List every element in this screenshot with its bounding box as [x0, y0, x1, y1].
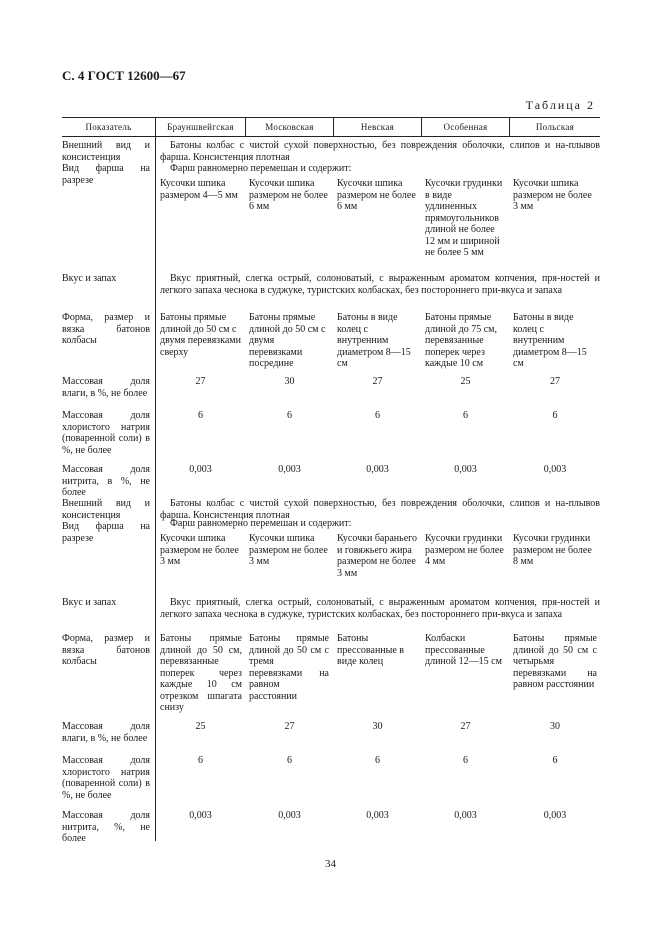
table-cell: Батоны прямые длиной до 50 см, перевязанные поперек через каждые 10 см отрезком шпагата снизу	[160, 633, 242, 713]
table-cell: 30	[372, 721, 383, 732]
table-cell: Батоны прямые длиной до 50 см с двумя перевязками посредине	[249, 312, 326, 369]
table-cell: 27	[372, 376, 383, 387]
table-cell: Кусочки шпика размером 4—5 мм	[160, 178, 238, 201]
table-cell: 0,003	[454, 464, 477, 475]
table-cell: Кусочки шпика размером не более 6 мм	[249, 178, 328, 212]
table-cell: 27	[550, 376, 560, 387]
table-cell: 25	[195, 721, 206, 732]
table-cell: Кусочки грудинки размером не более 8 мм	[513, 533, 592, 567]
column-header-polskaya: Польская	[535, 122, 575, 132]
table-cell: 27	[460, 721, 471, 732]
table-cell: Батоны прямые длиной до 50 см с четырьмя перевязками на равном расстоянии	[513, 633, 597, 690]
table-cell: 6	[552, 755, 558, 766]
table-cell: 25	[460, 376, 471, 387]
table-cell: 27	[195, 376, 206, 387]
row-span-taste-2: Вкус приятный, слегка острый, солоноватый, с выраженным ароматом копчения, пря-ностей и легкого запаха чеснока в суджуке, туристских колбасках, без постороннего при-вкуса и запаха	[160, 597, 600, 620]
table-cell: Кусочки грудинки размером не более 4 мм	[425, 533, 504, 567]
table-cell: Кусочки бараньего и говяжьего жира размером не более 3 мм	[337, 533, 418, 579]
row-span-cut-view-2: Фарш равномерно перемешан и содержит:	[170, 518, 352, 529]
table-cell: 0,003	[366, 464, 389, 475]
row-label-salt: Массовая доля хлористого натрия (поваренной соли) в %, не более	[62, 410, 150, 456]
table-cell: 6	[375, 755, 380, 766]
page-number: 34	[325, 858, 336, 870]
table-cell: 6	[198, 755, 203, 766]
table-cell: 0,003	[454, 810, 477, 821]
table-cell: Батоны прямые длиной до 50 см с тремя перевязками на равном расстоянии	[249, 633, 329, 702]
row-label-cut-view: Вид фарша на разрезе	[62, 163, 150, 186]
table-cell: 30	[550, 721, 560, 732]
row-label-taste-2: Вкус и запах	[62, 597, 117, 608]
table-cell: 0,003	[278, 810, 301, 821]
table-cell: 6	[552, 410, 558, 421]
column-header-osobennaya: Особенная	[443, 122, 488, 132]
table-cell: 0,003	[278, 464, 301, 475]
column-header-braunschweig: Брауншвейгская	[167, 122, 234, 132]
row-span-cut-view: Фарш равномерно перемешан и содержит:	[170, 163, 352, 174]
table-cell: Кусочки шпика размером не более 3 мм	[513, 178, 592, 212]
table-cell: Кусочки грудинки в виде удлиненных прямоугольников длиной не более 12 мм и шириной не более 5 мм	[425, 178, 503, 258]
table-cell: Кусочки шпика размером не более 3 мм	[160, 533, 239, 567]
table-cell: 27	[284, 721, 295, 732]
row-span-appearance-2: Батоны колбас с чистой сухой поверхностью, без повреждения оболочки, слипов и на-плывов фарша. Консистенция плотная	[160, 498, 600, 521]
table-cell: 0,003	[189, 810, 212, 821]
table-cell: 30	[284, 376, 295, 387]
table-cell: 0,003	[366, 810, 389, 821]
table-header-border	[62, 136, 600, 137]
table-cell: Батоны прямые длиной до 50 см с двумя перевязками сверху	[160, 312, 241, 358]
column-header-nevskaya: Невская	[360, 122, 395, 132]
row-label-appearance-2: Внешний вид и консистенция	[62, 498, 150, 521]
page-header: С. 4 ГОСТ 12600—67	[62, 68, 186, 83]
table-cell: Батоны прессованные в виде колец	[337, 633, 405, 667]
table-cell: 6	[463, 410, 468, 421]
row-label-moisture-2: Массовая доля влаги, в %, не более	[62, 721, 150, 744]
column-header-moskovskaya: Московская	[265, 122, 314, 132]
table-cell: Колбаски прессованные длиной 12—15 см	[425, 633, 502, 667]
table-cell: 6	[287, 410, 292, 421]
row-label-shape: Форма, размер и вязка батонов колбасы	[62, 312, 150, 346]
table-cell: 6	[463, 755, 468, 766]
row-label-nitrite: Массовая доля нитрита, в %, не более	[62, 464, 150, 498]
table-cell: 0,003	[543, 464, 567, 475]
table-divider-1	[155, 117, 156, 841]
table-cell: 6	[287, 755, 292, 766]
row-span-appearance: Батоны колбас с чистой сухой поверхностью, без повреждения оболочки, слипов и на-плывов фарша. Консистенция плотная	[160, 140, 600, 163]
row-label-shape-2: Форма, размер и вязка батонов колбасы	[62, 633, 150, 667]
table-cell: 6	[375, 410, 380, 421]
table-caption: Таблица 2	[525, 98, 595, 112]
table-cell: Батоны в виде колец с внутренним диаметром 8—15 см	[337, 312, 411, 369]
table-cell: Батоны прямые длиной до 75 см, перевязанные поперек через каждые 10 см	[425, 312, 497, 369]
row-label-moisture: Массовая доля влаги, в %, не более	[62, 376, 150, 399]
table-cell: Батоны в виде колец с внутренним диаметром 8—15 см	[513, 312, 587, 369]
table-cell: 0,003	[189, 464, 212, 475]
table-cell: 6	[198, 410, 203, 421]
row-span-taste: Вкус приятный, слегка острый, солоноватый, с выраженным ароматом копчения, пря-ностей и легкого запаха чеснока в суджуке, туристских колбасках, без постороннего при-вкуса и запаха	[160, 273, 600, 296]
row-label-taste: Вкус и запах	[62, 273, 117, 284]
row-label-nitrite-2: Массовая доля нитрита, %, не более	[62, 810, 150, 844]
table-cell: Кусочки шпика размером не более 6 мм	[337, 178, 416, 212]
row-label-cut-view-2: Вид фарша на разрезе	[62, 521, 150, 544]
table-cell: Кусочки шпика размером не более 3 мм	[249, 533, 328, 567]
row-label-salt-2: Массовая доля хлористого натрия (поваренной соли) в %, не более	[62, 755, 150, 801]
column-header-indicator: Показатель	[85, 122, 132, 132]
row-label-appearance: Внешний вид и консистенция	[62, 140, 150, 163]
table-cell: 0,003	[543, 810, 567, 821]
